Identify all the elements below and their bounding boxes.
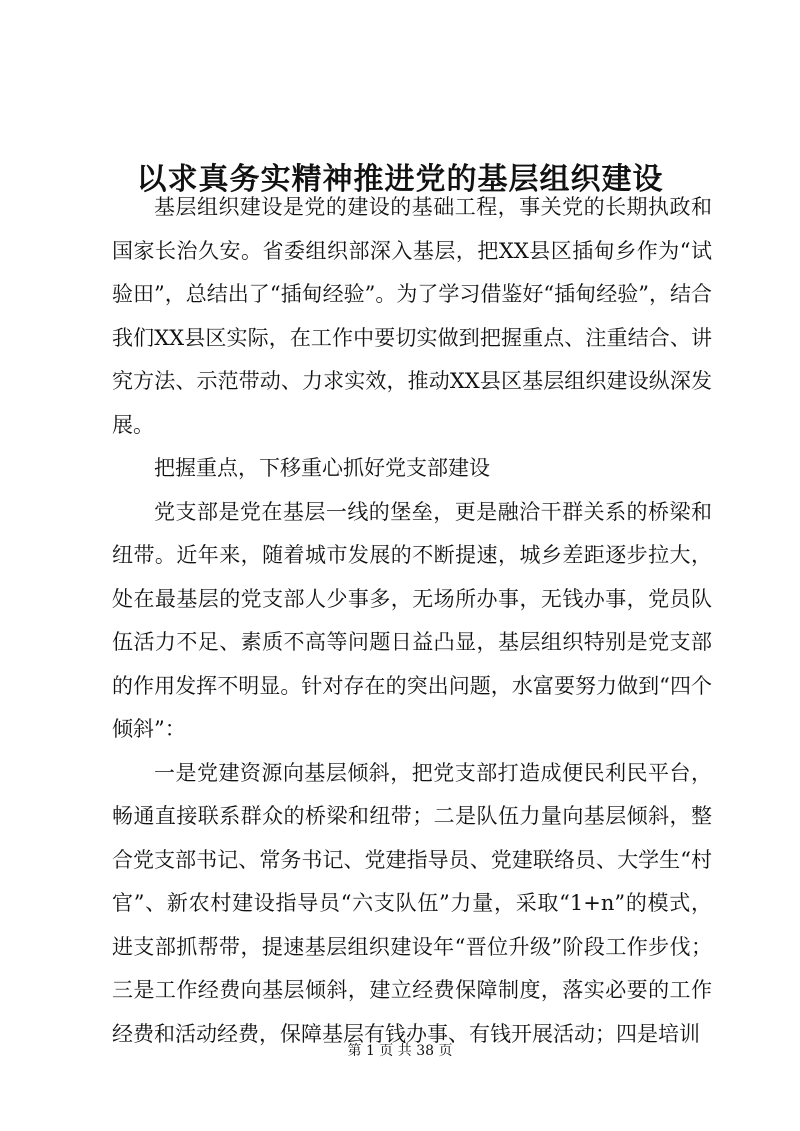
document-title: 以求真务实精神推进党的基层组织建设 (136, 162, 664, 198)
document-body (112, 186, 712, 1056)
section-heading: 把握重点，下移重心抓好党支部建设 (154, 456, 490, 480)
paragraph-four-tilts: 一是党建资源向基层倾斜，把党支部打造成便民利民平台，畅通直接联系群众的桥梁和纽带；二是队伍力量向基层倾斜，整合党支部书记、常务书记、党建指导员、党建联络员、大学生“村官”、新农村建设指导员“六支队伍”力量，采取“1+n”的模式，进支部抓帮带，提速基层组织建设年“晋位升级”阶段工作步伐；三是工作经费向基层倾斜，建立经费保障制度，落实必要的工作经费和活动经费，保障基层有钱办事、有钱开展活动；四是培训 (112, 760, 712, 1046)
paragraph-intro: 基层组织建设是党的建设的基础工程，事关党的长期执政和国家长治久安。省委组织部深入基层，把XX县区插甸乡作为“试验田”，总结出了“插甸经验”。为了学习借鉴好“插甸经验”，结合我们XX县区实际，在工作中要切实做到把握重点、注重结合、讲究方法、示范带动、力求实效，推动XX县区基层组织建设纵深发展。 (112, 195, 712, 437)
paragraph-party-branch: 党支部是党在基层一线的堡垒，更是融洽干群关系的桥梁和纽带。近年来，随着城市发展的不断提速，城乡差距逐步拉大，处在最基层的党支部人少事多，无场所办事，无钱办事，党员队伍活力不足、素质不高等问题日益凸显，基层组织特别是党支部的作用发挥不明显。针对存在的突出问题，水富要努力做到“四个倾斜”： (112, 499, 712, 741)
page-number-footer: 第 1 页 共 38 页 (347, 1043, 453, 1059)
